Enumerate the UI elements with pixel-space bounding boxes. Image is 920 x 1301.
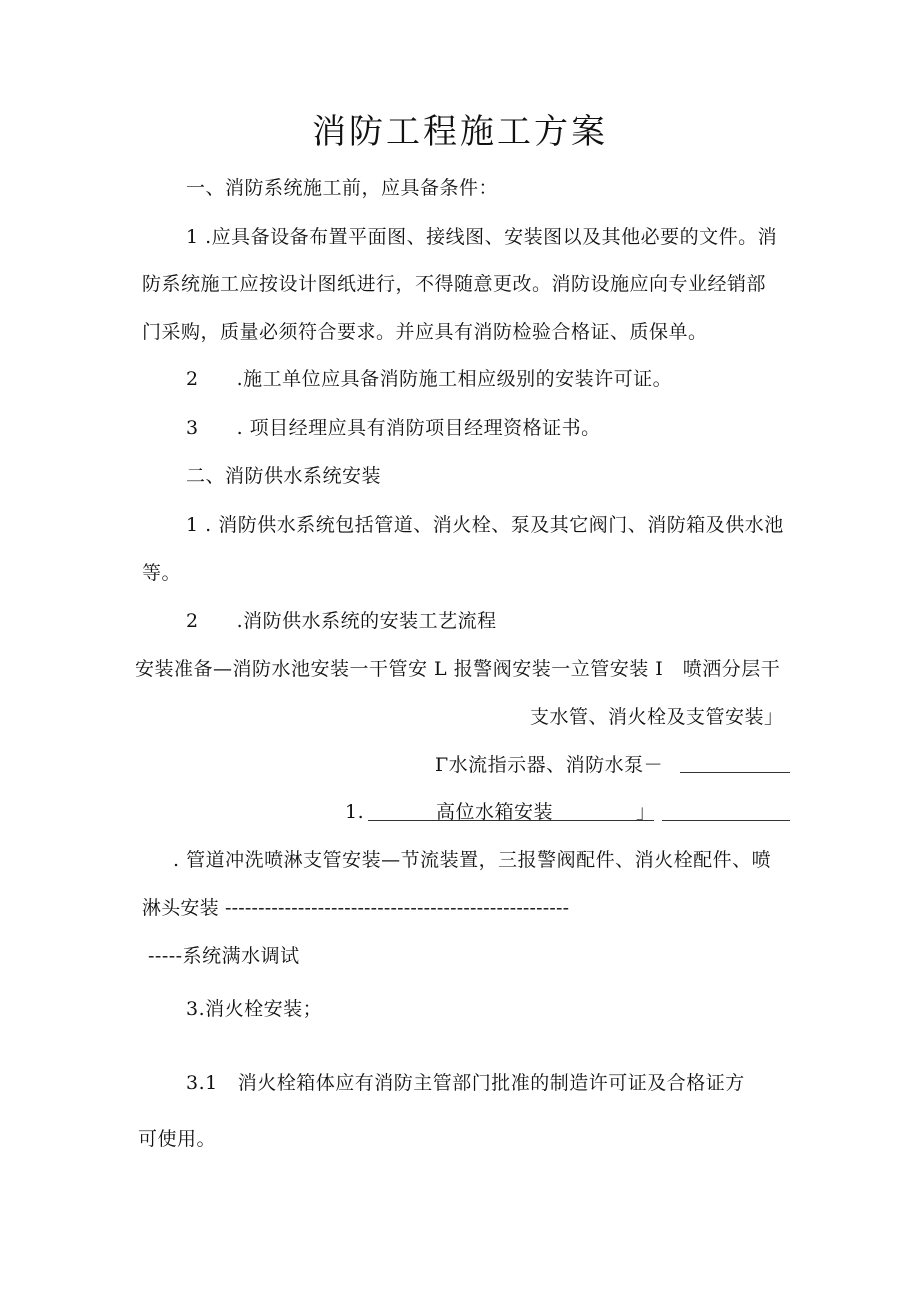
section2-item1-line1: 1 . 消防供水系统包括管道、消火栓、泵及其它阀门、消防箱及供水池	[186, 514, 784, 536]
flow-line1: 安装准备—消防水池安装一干管安 L 报警阀安装一立管安装 I 喷洒分层干	[135, 658, 781, 680]
flow-line5: . 管道冲洗喷淋支管安装—节流装置，三报警阀配件、消火栓配件、喷	[173, 849, 772, 871]
section2-item3-1-line2: 可使用。	[138, 1128, 217, 1150]
section1-item1-line3: 门采购，质量必须符合要求。并应具有消防检验合格证、质保单。	[142, 321, 708, 343]
section1-item1-line2: 防系统施工应按设计图纸进行，不得随意更改。消防设施应向专业经销部	[142, 273, 767, 295]
section2-item2-number: 2	[186, 610, 199, 632]
section1-item3	[186, 416, 601, 440]
flow-line2: 支水管、消火栓及支管安装」	[530, 706, 784, 728]
flow-line3-rule	[680, 772, 790, 773]
section1-item3-text: . 项目经理应具有消防项目经理资格证书。	[236, 417, 601, 439]
section1-heading: 一、消防系统施工前，应具备条件：	[186, 177, 499, 199]
flow-line3: Γ水流指示器、消防水泵－	[435, 754, 664, 776]
section2-item3-heading: 3.消火栓安装；	[186, 998, 323, 1020]
section2-item3-1-line1	[186, 1071, 745, 1095]
section1-item2-text: .施工单位应具备消防施工相应级别的安装许可证。	[236, 368, 673, 390]
flow-line6: 淋头安装 ----------------------------------------------------	[142, 897, 570, 919]
flow-line4	[345, 800, 364, 824]
section2-item2-text: .消防供水系统的安装工艺流程	[236, 610, 497, 632]
section1-item2-number: 2	[186, 368, 199, 390]
section2-item1-line2: 等。	[142, 562, 182, 584]
document-title: 消防工程施工方案	[312, 112, 608, 152]
flow-line7: -----系统满水调试	[148, 945, 300, 967]
section1-item1-line1: 1 .应具备设备布置平面图、接线图、安装图以及其他必要的文件。消	[186, 226, 778, 248]
section1-item2	[186, 367, 672, 391]
section2-heading: 二、消防供水系统安装	[186, 465, 382, 487]
flow-line4-rule	[662, 820, 790, 821]
section2-item3-1-text: 消火栓箱体应有消防主管部门批准的制造许可证及合格证方	[237, 1072, 745, 1094]
section1-item3-number: 3	[186, 417, 199, 439]
section2-item2	[186, 609, 497, 633]
section2-item3-1-number: 3.1	[186, 1072, 218, 1094]
flow-line4-bracket: 」	[636, 801, 656, 823]
flow-line4-text: 高位水箱安装	[436, 801, 554, 823]
flow-line4-number: 1.	[345, 801, 365, 823]
